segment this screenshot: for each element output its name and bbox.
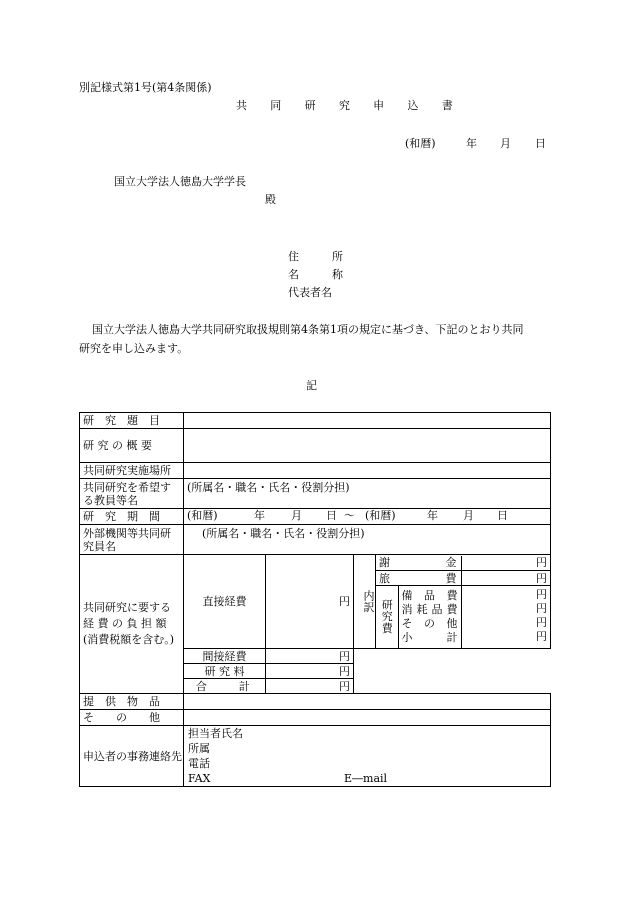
cost-label-line1: 共同研究に要する <box>83 601 171 614</box>
sonota-cost-amount[interactable]: 円 <box>536 616 547 629</box>
research-fee-label: 研 究 料 <box>184 664 266 679</box>
contact-label: 申込者の事務連絡先 <box>80 726 184 787</box>
faculty-hint: (所属名・職名・氏名・役割分担) <box>187 481 350 494</box>
period-era-start: (和暦) <box>187 509 218 522</box>
direct-cost-label: 直接経費 <box>184 555 266 649</box>
document-title: 共 同 研 究 申 込 書 <box>236 99 463 112</box>
total-label: 合 計 <box>184 679 266 694</box>
contact-email-label: E―mail <box>344 772 388 785</box>
external-field[interactable] <box>184 525 551 555</box>
ryohi-amount[interactable]: 円 <box>461 571 550 586</box>
date-day: 日 <box>535 137 546 150</box>
period-label: 研 究 期 間 <box>80 509 184 525</box>
addressee-honorific: 殿 <box>265 193 276 206</box>
faculty-label: 共同研究を希望する教員等名 <box>80 479 184 509</box>
shakin-label: 謝 金 <box>376 556 461 571</box>
period-year-end: 年 <box>427 509 438 522</box>
contact-fax-label: FAX <box>188 772 211 785</box>
period-day-start: 日 <box>326 509 337 522</box>
others-label: そ の 他 <box>80 710 184 726</box>
provided-items-field[interactable] <box>184 694 551 710</box>
blank-area <box>354 649 551 694</box>
kenkyuhi-label: 研究費 <box>376 586 398 648</box>
uchiwake-label: 内訳 <box>354 555 376 649</box>
breakdown-cell <box>376 555 551 649</box>
overview-label: 研 究 の 概 要 <box>80 429 184 463</box>
total-amount[interactable]: 円 <box>266 679 354 694</box>
ki-heading: 記 <box>306 379 317 392</box>
date-year: 年 <box>466 137 477 150</box>
applicant-address-label: 住 所 <box>288 250 354 263</box>
cost-label <box>80 555 184 694</box>
shakin-amount[interactable]: 円 <box>461 556 550 571</box>
topic-field[interactable] <box>184 413 551 429</box>
shomohin-amount[interactable]: 円 <box>536 602 547 615</box>
direct-cost-amount[interactable]: 円 <box>266 555 354 649</box>
shokei-label: 小 計 <box>401 630 458 644</box>
shomohin-label: 消耗品費 <box>401 602 458 616</box>
contact-phone-label: 電話 <box>188 757 210 770</box>
overview-field[interactable] <box>184 429 551 463</box>
addressee-name: 国立大学法人徳島大学学長 <box>114 175 246 188</box>
period-era-end: (和暦) <box>365 509 396 522</box>
applicant-rep-label: 代表者名 <box>288 286 332 299</box>
date-era: (和暦) <box>405 137 436 150</box>
others-field[interactable] <box>184 710 551 726</box>
period-month-start: 月 <box>291 509 302 522</box>
contact-dept-label: 所属 <box>188 742 210 755</box>
period-field[interactable] <box>184 509 551 525</box>
location-field[interactable] <box>184 463 551 479</box>
applicant-name-label: 名 称 <box>288 268 354 281</box>
research-fee-amount[interactable]: 円 <box>266 664 354 679</box>
application-table <box>79 412 551 787</box>
indirect-cost-amount[interactable]: 円 <box>266 649 354 664</box>
external-hint: (所属名・職名・氏名・役割分担) <box>202 527 365 540</box>
contact-field[interactable] <box>184 726 551 787</box>
period-tilde: ～ <box>344 509 355 522</box>
research-cost-amounts[interactable] <box>461 586 550 648</box>
period-month-end: 月 <box>463 509 474 522</box>
bihin-label: 備 品 費 <box>401 588 458 602</box>
form-number: 別記様式第1号(第4条関係) <box>79 81 212 94</box>
contact-person-label: 担当者氏名 <box>188 727 243 740</box>
ryohi-label: 旅 費 <box>376 571 461 586</box>
topic-label: 研 究 題 目 <box>80 413 184 429</box>
location-label: 共同研究実施場所 <box>80 463 184 479</box>
bihin-amount[interactable]: 円 <box>536 588 547 601</box>
cost-label-line2: 経 費 の 負 担 額 <box>83 617 167 630</box>
cost-label-line3: (消費税額を含む。) <box>83 633 175 646</box>
faculty-field[interactable] <box>184 479 551 509</box>
breakdown-table <box>376 556 550 648</box>
research-cost-items <box>398 586 461 648</box>
external-label: 外部機関等共同研究員名 <box>80 525 184 555</box>
contact-fax-row <box>188 771 547 786</box>
indirect-cost-label: 間接経費 <box>184 649 266 664</box>
sonota-cost-label: そ の 他 <box>401 616 458 630</box>
body-text-line1: 国立大学法人徳島大学共同研究取扱規則第4条第1項の規定に基づき、下記のとおり共同 <box>92 323 524 336</box>
shokei-amount[interactable]: 円 <box>536 630 547 643</box>
date-month: 月 <box>500 137 511 150</box>
period-year-start: 年 <box>254 509 265 522</box>
period-day-end: 日 <box>497 509 508 522</box>
body-text-line2: 研究を申し込みます。 <box>79 342 189 355</box>
provided-items-label: 提 供 物 品 <box>80 694 184 710</box>
